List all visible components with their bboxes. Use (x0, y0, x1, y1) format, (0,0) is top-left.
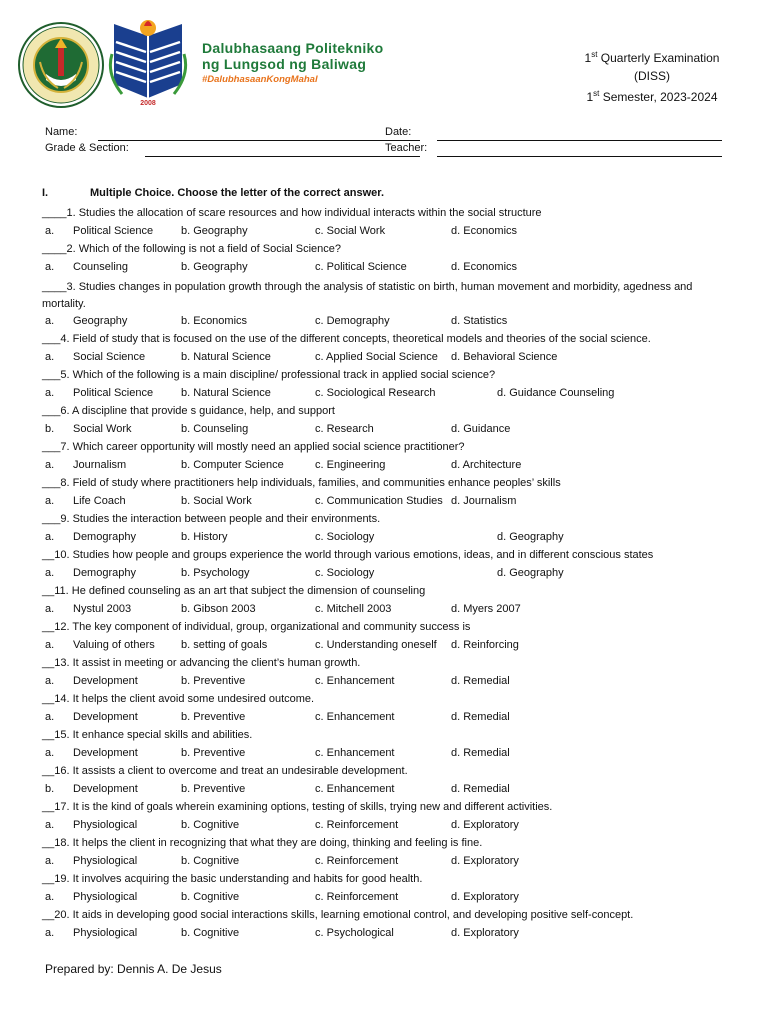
choice-letter: a. (45, 603, 55, 615)
answer-choice: c. Political Science (315, 261, 407, 273)
section-title: Multiple Choice. Choose the letter of the correct answer. (90, 187, 385, 199)
question-text: ___6. A discipline that provide s guidance, help, and support (42, 405, 335, 417)
answer-choice: c. Psychological (315, 927, 394, 939)
choice-letter: a. (45, 351, 55, 363)
school-name-line1: Dalubhasaang Politekniko (202, 40, 384, 56)
choice-letter: a. (45, 711, 55, 723)
question-text: ___8. Field of study where practitioners help individuals, families, and communities enhance peoples’ skills (42, 477, 561, 489)
question-text: __11. He defined counseling as an art that subject the dimension of counseling (42, 585, 426, 597)
answer-choice: c. Applied Social Science (315, 351, 438, 363)
answer-choice: d. Exploratory (451, 927, 519, 939)
answer-choice: c. Research (315, 423, 374, 435)
answer-choice: b. Natural Science (181, 351, 271, 363)
answer-choice: Development (73, 711, 138, 723)
answer-choice: c. Enhancement (315, 675, 395, 687)
polytechnic-emblem-logo (108, 14, 188, 106)
answer-choice: b. Computer Science (181, 459, 284, 471)
answer-choice: Development (73, 675, 138, 687)
question-text: ____2. Which of the following is not a field of Social Science? (42, 243, 342, 255)
answer-choice: Political Science (73, 225, 154, 237)
answer-choice: d. Remedial (451, 747, 510, 759)
quarter-ordinal: 1 (584, 51, 592, 65)
answer-choice: d. Exploratory (451, 891, 519, 903)
answer-choice: d. Statistics (451, 315, 508, 327)
answer-choice: Valuing of others (73, 639, 155, 651)
answer-choice: d. Geography (497, 531, 564, 543)
answer-choice: b. Gibson 2003 (181, 603, 256, 615)
exam-title (552, 46, 752, 67)
teacher-label: Teacher: (385, 142, 428, 154)
question-text: __17. It is the kind of goals wherein examining options, testing of skills, trying new and different activities. (42, 801, 553, 813)
answer-choice: Development (73, 783, 138, 795)
prepared-by: Prepared by: Dennis A. De Jesus (45, 962, 222, 976)
answer-choice: c. Mitchell 2003 (315, 603, 392, 615)
college-seal-logo (18, 22, 104, 108)
answer-choice: d. Guidance (451, 423, 511, 435)
quarter-ordinal-suffix: st (591, 50, 598, 59)
exam-title-block (552, 46, 752, 106)
answer-choice: Demography (73, 567, 136, 579)
answer-choice: Nystul 2003 (73, 603, 132, 615)
choice-letter: a. (45, 495, 55, 507)
exam-title-text: Quarterly Examination (600, 51, 720, 65)
choice-letter: a. (45, 567, 55, 579)
choice-letter: a. (45, 675, 55, 687)
answer-choice: b. Natural Science (181, 387, 271, 399)
school-name-block (202, 40, 383, 85)
answer-choice: b. Preventive (181, 711, 246, 723)
answer-choice: c. Demography (315, 315, 390, 327)
answer-choice: Physiological (73, 855, 138, 867)
answer-choice: c. Communication Studies (315, 495, 443, 507)
answer-choice: c. Reinforcement (315, 891, 399, 903)
answer-choice: d. Guidance Counseling (497, 387, 615, 399)
semester-ordinal: 1 (586, 90, 594, 104)
name-label: Name: (45, 126, 78, 138)
answer-choice: d. Exploratory (451, 855, 519, 867)
question-text: ___9. Studies the interaction between people and their environments. (42, 513, 381, 525)
answer-choice: d. Journalism (451, 495, 517, 507)
date-label: Date: (385, 126, 412, 138)
answer-choice: Life Coach (73, 495, 126, 507)
answer-choice: Development (73, 747, 138, 759)
question-text: __16. It assists a client to overcome and treat an undesirable development. (42, 765, 408, 777)
school-name-line2: ng Lungsod ng Baliwag (202, 56, 367, 72)
answer-choice: d. Remedial (451, 675, 510, 687)
answer-choice: c. Enhancement (315, 711, 395, 723)
choice-letter: a. (45, 315, 55, 327)
choice-letter: b. (45, 783, 55, 795)
answer-choice: d. Economics (451, 225, 518, 237)
date-field[interactable] (437, 140, 722, 141)
choice-letter: b. (45, 423, 55, 435)
answer-choice: d. Myers 2007 (451, 603, 521, 615)
answer-choice: Political Science (73, 387, 154, 399)
answer-choice: Social Work (73, 423, 132, 435)
question-text: __14. It helps the client avoid some undesired outcome. (42, 693, 315, 705)
choice-letter: a. (45, 225, 55, 237)
answer-choice: d. Economics (451, 261, 518, 273)
answer-choice: Counseling (73, 261, 129, 273)
choice-letter: a. (45, 927, 55, 939)
section-number: I. (42, 187, 49, 199)
teacher-field[interactable] (437, 156, 722, 157)
answer-choice: b. Cognitive (181, 891, 240, 903)
answer-choice: d. Remedial (451, 711, 510, 723)
answer-choice: b. Preventive (181, 675, 246, 687)
answer-choice: b. Cognitive (181, 855, 240, 867)
question-text: ___7. Which career opportunity will mostly need an applied social science practitioner? (42, 441, 465, 453)
answer-choice: b. Geography (181, 261, 248, 273)
exam-code: (DISS) (634, 69, 670, 83)
question-text: __12. The key component of individual, group, organizational and community success is (42, 621, 471, 633)
answer-choice: c. Sociology (315, 567, 375, 579)
answer-choice: b. setting of goals (181, 639, 268, 651)
answer-choice: b. Cognitive (181, 819, 240, 831)
choice-letter: a. (45, 855, 55, 867)
semester-ordinal-suffix: st (593, 89, 600, 98)
choice-letter: a. (45, 891, 55, 903)
answer-choice: b. Psychology (181, 567, 250, 579)
answer-choice: d. Exploratory (451, 819, 519, 831)
answer-choice: d. Reinforcing (451, 639, 519, 651)
question-text: __10. Studies how people and groups experience the world through various emotions, ideas, and in different conscious states (42, 549, 654, 561)
question-text: __18. It helps the client in recognizing that what they are doing, thinking and feeling is fine. (42, 837, 483, 849)
question-text: __19. It involves acquiring the basic understanding and habits for good health. (42, 873, 423, 885)
answer-choice: c. Enhancement (315, 747, 395, 759)
answer-choice: c. Understanding oneself (315, 639, 437, 651)
answer-choice: c. Engineering (315, 459, 386, 471)
answer-choice: c. Social Work (315, 225, 386, 237)
answer-choice: Demography (73, 531, 136, 543)
choice-letter: a. (45, 387, 55, 399)
answer-choice: c. Reinforcement (315, 855, 399, 867)
answer-choice: Social Science (73, 351, 146, 363)
page-header (0, 0, 768, 120)
answer-choice: c. Reinforcement (315, 819, 399, 831)
seal-year: 2008 (140, 100, 156, 106)
question-text: __20. It aids in developing good social interactions skills, learning emotional control, and developing positive self-concept. (42, 909, 634, 921)
choice-letter: a. (45, 459, 55, 471)
name-field[interactable] (98, 140, 420, 141)
answer-choice: b. Geography (181, 225, 248, 237)
answer-choice: d. Remedial (451, 783, 510, 795)
question-text: __15. It enhance special skills and abilities. (42, 729, 253, 741)
question-text: ___4. Field of study that is focused on the use of the different concepts, theoretical models and theories of the social science. (42, 333, 651, 345)
semester-line (552, 85, 752, 106)
question-text: __13. It assist in meeting or advancing the client’s human growth. (42, 657, 361, 669)
question-text: ____1. Studies the allocation of scare resources and how individual interacts within the social structure (42, 207, 542, 219)
question-text: ___5. Which of the following is a main discipline/ professional track in applied social science? (42, 369, 496, 381)
answer-choice: Physiological (73, 819, 138, 831)
answer-choice: b. Cognitive (181, 927, 240, 939)
answer-choice: Physiological (73, 891, 138, 903)
answer-choice: b. Preventive (181, 747, 246, 759)
section-heading (42, 187, 384, 199)
question-text: ____3. Studies changes in population growth through the analysis of statistic on birth, human movement and morbidity, agedness and mortality. (42, 281, 693, 310)
answer-choice: c. Enhancement (315, 783, 395, 795)
school-hashtag: #DalubhasaanKongMahal (202, 74, 318, 85)
choice-letter: a. (45, 261, 55, 273)
answer-choice: b. Social Work (181, 495, 252, 507)
answer-choice: Geography (73, 315, 128, 327)
answer-choice: c. Sociological Research (315, 387, 436, 399)
answer-choice: d. Architecture (451, 459, 522, 471)
answer-choice: b. Counseling (181, 423, 249, 435)
answer-choice: Physiological (73, 927, 138, 939)
answer-choice: b. History (181, 531, 228, 543)
answer-choice: d. Behavioral Science (451, 351, 558, 363)
choice-letter: a. (45, 747, 55, 759)
semester-text: Semester, 2023-2024 (602, 90, 718, 104)
choice-letter: a. (45, 819, 55, 831)
grade-section-field[interactable] (145, 156, 420, 157)
choice-letter: a. (45, 531, 55, 543)
grade-section-label: Grade & Section: (45, 142, 129, 154)
answer-choice: b. Economics (181, 315, 248, 327)
choice-letter: a. (45, 639, 55, 651)
answer-choice: Journalism (73, 459, 127, 471)
answer-choice: b. Preventive (181, 783, 246, 795)
answer-choice: c. Sociology (315, 531, 375, 543)
answer-choice: d. Geography (497, 567, 564, 579)
